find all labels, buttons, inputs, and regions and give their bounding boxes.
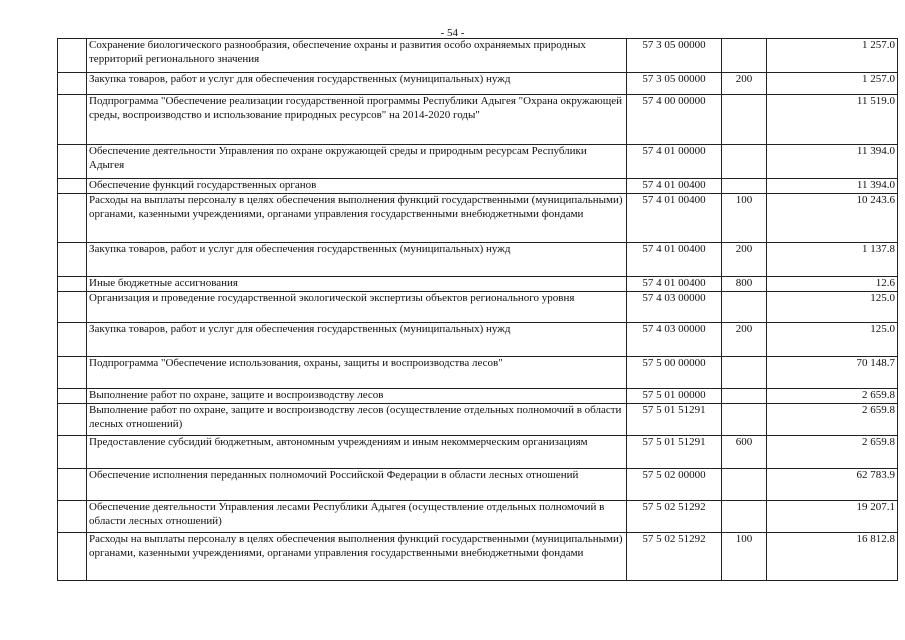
table-row bbox=[58, 292, 898, 323]
table-row bbox=[58, 533, 898, 581]
table-row bbox=[58, 404, 898, 436]
row-code-cell: 57 5 02 51292 bbox=[627, 501, 722, 533]
row-name-cell: Закупка товаров, работ и услуг для обеспечения государственных (муниципальных) нужд bbox=[87, 323, 627, 357]
table-row bbox=[58, 145, 898, 179]
row-code-cell: 57 5 01 51291 bbox=[627, 404, 722, 436]
row-name-cell: Подпрограмма "Обеспечение реализации государственной программы Республики Адыгея "Охрана окружающей среды, воспроизводство и использование природных ресурсов" на 2014-2020 годы" bbox=[87, 95, 627, 145]
row-type-cell: 100 bbox=[722, 533, 767, 581]
row-code-cell: 57 4 01 00400 bbox=[627, 243, 722, 277]
row-type-cell bbox=[722, 357, 767, 389]
row-name-cell: Обеспечение деятельности Управления по охране окружающей среды и природным ресурсам Республики Адыгея bbox=[87, 145, 627, 179]
row-amount-cell: 1 257.0 bbox=[767, 73, 898, 95]
row-type-cell bbox=[722, 469, 767, 501]
row-code-cell: 57 4 01 00400 bbox=[627, 277, 722, 292]
row-amount-cell: 2 659.8 bbox=[767, 404, 898, 436]
row-amount-cell: 2 659.8 bbox=[767, 389, 898, 404]
row-index-cell bbox=[58, 145, 87, 179]
row-code-cell: 57 5 01 51291 bbox=[627, 436, 722, 469]
row-name-cell: Выполнение работ по охране, защите и воспроизводству лесов bbox=[87, 389, 627, 404]
row-index-cell bbox=[58, 323, 87, 357]
row-name-cell: Расходы на выплаты персоналу в целях обеспечения выполнения функций государственными (муниципальными) органами, казенными учреждениями, органами управления государственными внебюджетными фондами bbox=[87, 533, 627, 581]
row-type-cell bbox=[722, 501, 767, 533]
row-code-cell: 57 5 02 51292 bbox=[627, 533, 722, 581]
row-code-cell: 57 5 02 00000 bbox=[627, 469, 722, 501]
row-amount-cell: 16 812.8 bbox=[767, 533, 898, 581]
row-code-cell: 57 5 01 00000 bbox=[627, 389, 722, 404]
row-index-cell bbox=[58, 179, 87, 194]
row-name-cell: Сохранение биологического разнообразия, обеспечение охраны и развития особо охраняемых природных территорий регионального значения bbox=[87, 39, 627, 73]
table-row bbox=[58, 194, 898, 243]
row-code-cell: 57 4 03 00000 bbox=[627, 323, 722, 357]
row-amount-cell: 2 659.8 bbox=[767, 436, 898, 469]
row-index-cell bbox=[58, 277, 87, 292]
row-amount-cell: 70 148.7 bbox=[767, 357, 898, 389]
row-amount-cell: 10 243.6 bbox=[767, 194, 898, 243]
row-name-cell: Закупка товаров, работ и услуг для обеспечения государственных (муниципальных) нужд bbox=[87, 73, 627, 95]
row-index-cell bbox=[58, 469, 87, 501]
row-name-cell: Выполнение работ по охране, защите и воспроизводству лесов (осуществление отдельных полномочий в области лесных отношений) bbox=[87, 404, 627, 436]
row-code-cell: 57 3 05 00000 bbox=[627, 39, 722, 73]
table-row bbox=[58, 277, 898, 292]
row-index-cell bbox=[58, 243, 87, 277]
row-index-cell bbox=[58, 194, 87, 243]
row-amount-cell: 62 783.9 bbox=[767, 469, 898, 501]
row-name-cell: Иные бюджетные ассигнования bbox=[87, 277, 627, 292]
row-name-cell: Организация и проведение государственной экологической экспертизы объектов регионального уровня bbox=[87, 292, 627, 323]
row-amount-cell: 1 137.8 bbox=[767, 243, 898, 277]
table-row bbox=[58, 243, 898, 277]
row-code-cell: 57 5 00 00000 bbox=[627, 357, 722, 389]
row-name-cell: Подпрограмма "Обеспечение использования, охраны, защиты и воспроизводства лесов" bbox=[87, 357, 627, 389]
row-type-cell bbox=[722, 179, 767, 194]
row-type-cell bbox=[722, 292, 767, 323]
table-row bbox=[58, 501, 898, 533]
row-type-cell bbox=[722, 404, 767, 436]
row-code-cell: 57 4 01 00400 bbox=[627, 179, 722, 194]
row-code-cell: 57 4 01 00400 bbox=[627, 194, 722, 243]
row-name-cell: Обеспечение исполнения переданных полномочий Российской Федерации в области лесных отношений bbox=[87, 469, 627, 501]
row-index-cell bbox=[58, 501, 87, 533]
row-index-cell bbox=[58, 357, 87, 389]
row-type-cell bbox=[722, 95, 767, 145]
row-index-cell bbox=[58, 533, 87, 581]
row-amount-cell: 11 394.0 bbox=[767, 145, 898, 179]
row-index-cell bbox=[58, 73, 87, 95]
row-index-cell bbox=[58, 389, 87, 404]
page-number: - 54 - bbox=[440, 27, 465, 39]
row-code-cell: 57 4 00 00000 bbox=[627, 95, 722, 145]
row-amount-cell: 1 257.0 bbox=[767, 39, 898, 73]
table-row bbox=[58, 436, 898, 469]
table-row bbox=[58, 39, 898, 73]
table-row bbox=[58, 469, 898, 501]
row-name-cell: Обеспечение деятельности Управления лесами Республики Адыгея (осуществление отдельных полномочий в области лесных отношений) bbox=[87, 501, 627, 533]
row-type-cell bbox=[722, 145, 767, 179]
row-type-cell: 100 bbox=[722, 194, 767, 243]
row-code-cell: 57 4 01 00000 bbox=[627, 145, 722, 179]
row-type-cell: 800 bbox=[722, 277, 767, 292]
table-row bbox=[58, 357, 898, 389]
row-name-cell: Закупка товаров, работ и услуг для обеспечения государственных (муниципальных) нужд bbox=[87, 243, 627, 277]
table-row bbox=[58, 73, 898, 95]
row-amount-cell: 12.6 bbox=[767, 277, 898, 292]
row-amount-cell: 11 394.0 bbox=[767, 179, 898, 194]
row-name-cell: Предоставление субсидий бюджетным, автономным учреждениям и иным некоммерческим организациям bbox=[87, 436, 627, 469]
table-row bbox=[58, 179, 898, 194]
budget-table bbox=[57, 38, 898, 581]
row-amount-cell: 11 519.0 bbox=[767, 95, 898, 145]
table-row bbox=[58, 389, 898, 404]
row-amount-cell: 125.0 bbox=[767, 292, 898, 323]
row-amount-cell: 125.0 bbox=[767, 323, 898, 357]
row-code-cell: 57 4 03 00000 bbox=[627, 292, 722, 323]
row-index-cell bbox=[58, 404, 87, 436]
row-type-cell: 200 bbox=[722, 323, 767, 357]
row-name-cell: Расходы на выплаты персоналу в целях обеспечения выполнения функций государственными (муниципальными) органами, казенными учреждениями, органами управления государственными внебюджетными фондами bbox=[87, 194, 627, 243]
row-code-cell: 57 3 05 00000 bbox=[627, 73, 722, 95]
table-row bbox=[58, 323, 898, 357]
row-index-cell bbox=[58, 95, 87, 145]
row-index-cell bbox=[58, 292, 87, 323]
row-index-cell bbox=[58, 39, 87, 73]
row-type-cell bbox=[722, 389, 767, 404]
row-index-cell bbox=[58, 436, 87, 469]
row-type-cell: 200 bbox=[722, 73, 767, 95]
row-type-cell bbox=[722, 39, 767, 73]
row-name-cell: Обеспечение функций государственных органов bbox=[87, 179, 627, 194]
row-type-cell: 200 bbox=[722, 243, 767, 277]
row-amount-cell: 19 207.1 bbox=[767, 501, 898, 533]
row-type-cell: 600 bbox=[722, 436, 767, 469]
table-row bbox=[58, 95, 898, 145]
